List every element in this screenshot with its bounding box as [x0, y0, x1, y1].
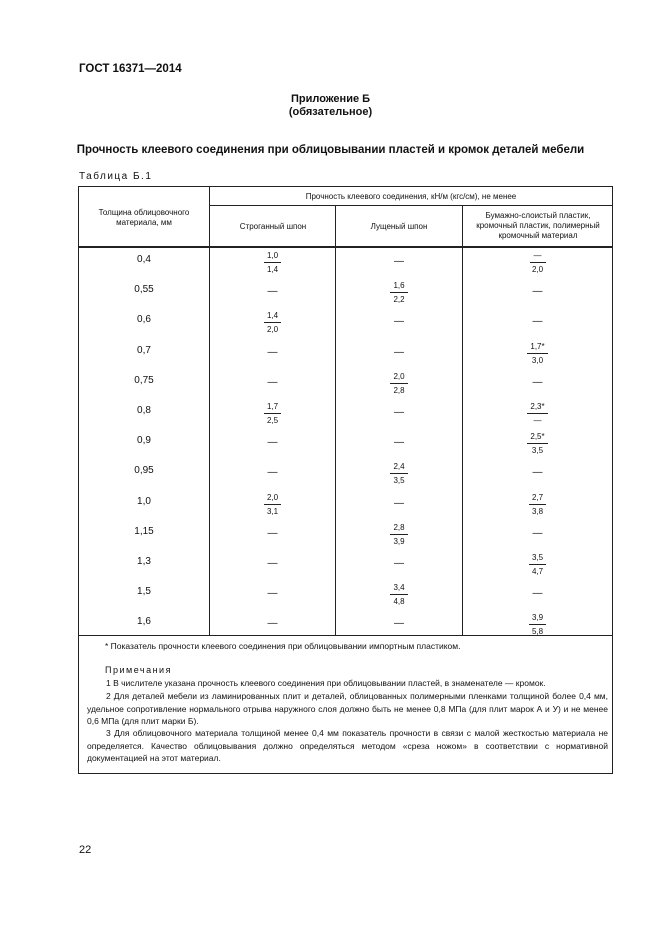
header-group: Прочность клеевого соединения, кН/м (кгс/см), не менее — [305, 192, 517, 201]
empty-value: — — [267, 558, 278, 569]
annex-heading — [0, 93, 661, 119]
empty-value: — — [267, 376, 278, 388]
empty-value: — — [394, 497, 404, 509]
col-divider — [335, 205, 336, 635]
thickness-value: 1,5 — [137, 586, 151, 598]
denominator: 2,0 — [266, 325, 279, 335]
numerator: 2,0 — [390, 372, 407, 384]
denominator: 4,7 — [531, 567, 544, 576]
strength-fraction — [210, 493, 335, 517]
numerator: 2,7 — [529, 493, 546, 505]
strength-table — [78, 186, 613, 774]
document-id: ГОСТ 16371—2014 — [79, 63, 182, 75]
thickness-value: 0,55 — [134, 284, 154, 296]
empty-value: — — [394, 316, 404, 328]
thickness-value: 1,3 — [137, 556, 151, 567]
empty-value: — — [532, 588, 543, 600]
empty-value: — — [267, 286, 278, 298]
empty-value: — — [394, 346, 404, 358]
denominator: 3,0 — [531, 355, 544, 365]
numerator: 2,4 — [390, 462, 407, 474]
thickness-value: 0,75 — [134, 374, 154, 386]
strength-fraction — [463, 613, 612, 637]
denominator: 3,9 — [393, 536, 405, 546]
numerator: 3,9 — [529, 613, 546, 625]
empty-value: — — [394, 256, 404, 267]
numerator: 2,5* — [527, 432, 547, 444]
note-1: 1 В числителе указана прочность клеевого соединения при облицовывании пластей, в знаменателе — кромок. — [106, 678, 546, 688]
numerator: 1,4 — [264, 311, 281, 323]
numerator: 1,7 — [264, 402, 281, 414]
header-plastic: Бумажно-слоистый пластик, кромочный пластик, полимерный кромочный материал — [476, 211, 600, 240]
table-label: Таблица Б.1 — [79, 171, 153, 182]
numerator: 1,0 — [264, 251, 281, 263]
empty-value: — — [532, 527, 543, 539]
annex-title: Приложение Б — [290, 93, 371, 105]
header-thickness: Толщина облицовочного материала, мм — [98, 208, 190, 227]
denominator: 3,1 — [266, 506, 279, 516]
header-divider — [209, 205, 612, 206]
numerator: — — [530, 251, 546, 263]
empty-value: — — [532, 467, 543, 479]
note-3: 3 Для облицовочного материала толщиной менее 0,4 мм показатель прочности в связи с малой жесткостью материала не определяется. Качество облицовывания должно определяться методом «среза ножом» в соответствии с нормативной документацией на этот материал. — [87, 728, 608, 763]
empty-value: — — [267, 527, 278, 539]
denominator: 1,4 — [266, 265, 279, 274]
strength-fraction — [210, 311, 335, 335]
strength-fraction — [463, 553, 612, 577]
thickness-value: 0,6 — [137, 314, 151, 326]
page-number: 22 — [79, 844, 92, 856]
denominator: — — [533, 416, 542, 425]
thickness-value: 0,9 — [137, 435, 151, 447]
denominator: 3,5 — [393, 476, 405, 486]
thickness-value: 0,95 — [134, 465, 154, 477]
strength-fraction — [463, 493, 612, 517]
annex-status: (обязательное) — [288, 106, 373, 118]
empty-value: — — [267, 588, 278, 600]
numerator: 2,0 — [264, 493, 281, 505]
footnote: * Показатель прочности клеевого соединения при облицовывании импортным пластиком. — [105, 641, 461, 651]
empty-value: — — [532, 376, 543, 388]
denominator: 3,8 — [531, 506, 544, 516]
numerator: 1,6 — [390, 281, 407, 293]
strength-fraction — [336, 372, 462, 396]
numerator: 2,8 — [390, 523, 407, 535]
strength-fraction — [463, 251, 612, 275]
notes-title: Примечания — [105, 665, 172, 675]
strength-fraction — [463, 432, 612, 456]
strength-fraction — [336, 462, 462, 486]
strength-fraction — [210, 402, 335, 426]
thickness-value: 0,8 — [137, 405, 151, 416]
numerator: 1,7* — [527, 342, 547, 354]
thickness-value: 0,7 — [137, 344, 151, 356]
numerator: 3,4 — [390, 583, 407, 595]
header-bottom-rule — [79, 246, 612, 248]
empty-value: — — [267, 437, 278, 449]
empty-value: — — [532, 286, 543, 298]
header-planed-veneer: Строганный шпон — [239, 222, 307, 231]
empty-value: — — [394, 437, 404, 449]
denominator: 3,5 — [531, 446, 544, 456]
denominator: 4,8 — [393, 597, 405, 607]
strength-fraction — [336, 281, 462, 305]
header-peeled-veneer: Лущеный шпон — [370, 222, 428, 231]
strength-fraction — [210, 251, 335, 275]
thickness-value: 1,0 — [137, 495, 151, 507]
thickness-value: 1,6 — [137, 616, 151, 628]
strength-fraction — [336, 583, 462, 607]
empty-value: — — [394, 618, 404, 630]
strength-fraction — [463, 402, 612, 426]
denominator: 5,8 — [531, 627, 544, 637]
empty-value: — — [267, 467, 278, 479]
numerator: 2,3* — [527, 402, 547, 414]
thickness-value: 1,15 — [134, 525, 154, 537]
numerator: 3,5 — [529, 553, 546, 565]
strength-fraction — [336, 523, 462, 547]
empty-value: — — [394, 558, 404, 569]
note-2: 2 Для деталей мебели из ламинированных плит и деталей, облицованных полимерными пленками толщиной более 0,4 мм, удельное сопротивление нормального отрыва наружного слоя должно быть не менее 0,8 МПа (для плит марок А и У) и не менее 0,6 МПа (для плит марки Б). — [87, 691, 608, 726]
empty-value: — — [267, 346, 278, 358]
denominator: 2,0 — [531, 265, 544, 274]
denominator: 2,8 — [393, 385, 405, 395]
empty-value: — — [267, 618, 278, 630]
thickness-value: 0,4 — [137, 254, 151, 265]
empty-value: — — [532, 316, 543, 328]
strength-fraction — [463, 342, 612, 366]
denominator: 2,2 — [393, 295, 405, 305]
denominator: 2,5 — [266, 416, 279, 425]
empty-value: — — [394, 407, 404, 418]
page-title: Прочность клеевого соединения при облицовывании пластей и кромок деталей мебели — [76, 144, 585, 156]
